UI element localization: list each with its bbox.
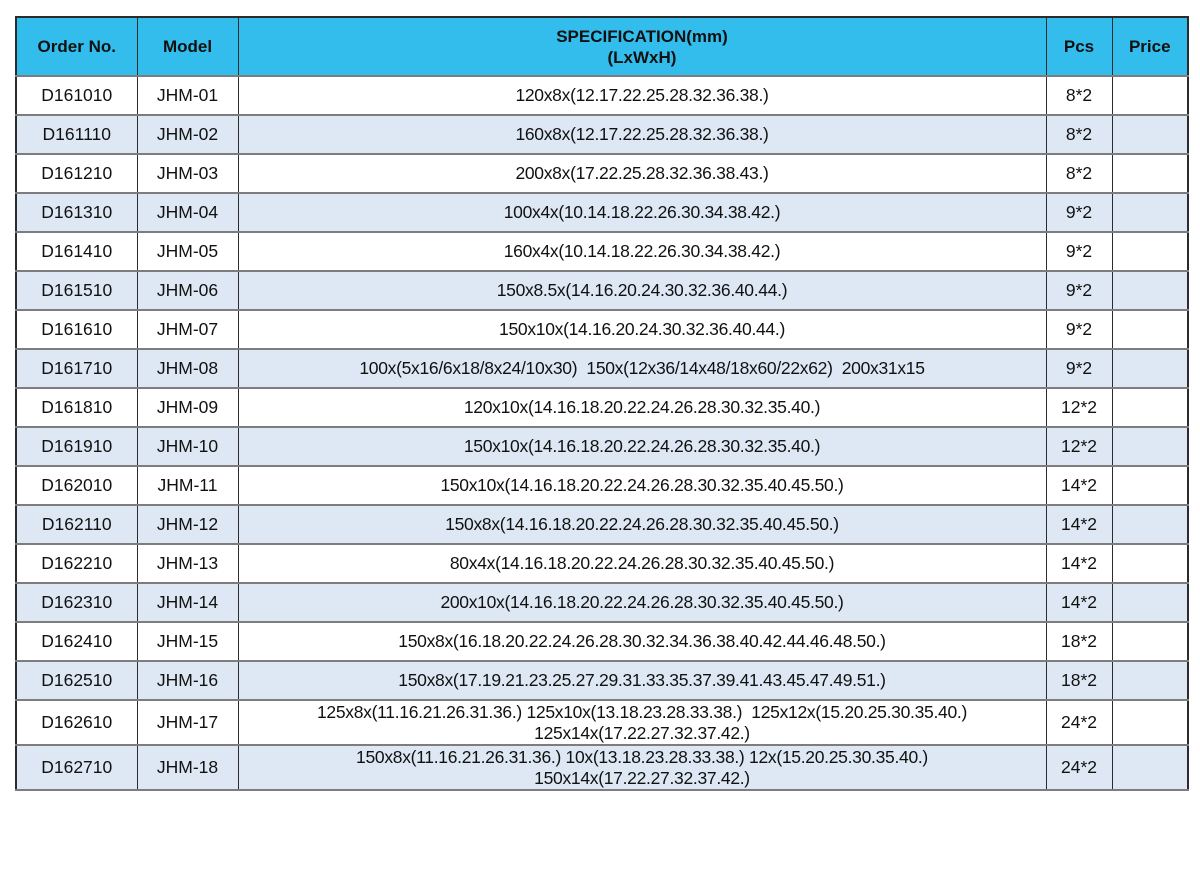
- price-cell: [1112, 661, 1188, 700]
- order-no-cell: D161310: [16, 193, 137, 232]
- model-cell: JHM-18: [137, 745, 238, 790]
- price-cell: [1112, 76, 1188, 115]
- spec-line: 160x8x(12.17.22.25.28.32.36.38.): [515, 124, 769, 144]
- pcs-cell: 14*2: [1046, 466, 1112, 505]
- order-no-cell: D161710: [16, 349, 137, 388]
- header-specification-line1: SPECIFICATION(mm): [556, 26, 728, 46]
- model-cell: JHM-09: [137, 388, 238, 427]
- spec-line: 125x8x(11.16.21.26.31.36.) 125x10x(13.18.23.28.33.38.) 125x12x(15.20.25.30.35.40.): [316, 701, 967, 722]
- header-pcs: Pcs: [1046, 17, 1112, 76]
- header-order-no: Order No.: [16, 17, 137, 76]
- order-no-cell: D161910: [16, 427, 137, 466]
- spec-cell: [238, 661, 1046, 700]
- spec-cell: [238, 310, 1046, 349]
- table-row: [16, 310, 1188, 349]
- model-cell: JHM-03: [137, 154, 238, 193]
- spec-cell: [238, 154, 1046, 193]
- pcs-cell: 14*2: [1046, 544, 1112, 583]
- spec-line: 200x10x(14.16.18.20.22.24.26.28.30.32.35.40.45.50.): [440, 592, 844, 612]
- model-cell: JHM-06: [137, 271, 238, 310]
- pcs-cell: 24*2: [1046, 700, 1112, 745]
- price-cell: [1112, 583, 1188, 622]
- spec-line: 150x8x(17.19.21.23.25.27.29.31.33.35.37.39.41.43.45.47.49.51.): [398, 670, 886, 690]
- table-row: [16, 544, 1188, 583]
- order-no-cell: D162510: [16, 661, 137, 700]
- spec-line: 100x4x(10.14.18.22.26.30.34.38.42.): [503, 202, 781, 222]
- product-spec-table: [15, 16, 1189, 791]
- spec-cell: [238, 427, 1046, 466]
- spec-line: 150x8x(11.16.21.26.31.36.) 10x(13.18.23.28.33.38.) 12x(15.20.25.30.35.40.): [356, 746, 928, 767]
- price-cell: [1112, 310, 1188, 349]
- spec-line: 100x(5x16/6x18/8x24/10x30) 150x(12x36/14x48/18x60/22x62) 200x31x15: [359, 358, 925, 378]
- pcs-cell: 18*2: [1046, 622, 1112, 661]
- price-cell: [1112, 193, 1188, 232]
- table-row: [16, 622, 1188, 661]
- price-cell: [1112, 745, 1188, 790]
- table-row: [16, 349, 1188, 388]
- pcs-cell: 9*2: [1046, 232, 1112, 271]
- model-cell: JHM-10: [137, 427, 238, 466]
- pcs-cell: 9*2: [1046, 310, 1112, 349]
- header-specification: [238, 17, 1046, 76]
- model-cell: JHM-04: [137, 193, 238, 232]
- spec-line: 150x14x(17.22.27.32.37.42.): [534, 767, 750, 788]
- pcs-cell: 14*2: [1046, 505, 1112, 544]
- spec-line: 160x4x(10.14.18.22.26.30.34.38.42.): [503, 241, 781, 261]
- price-cell: [1112, 427, 1188, 466]
- spec-line: 150x10x(14.16.18.20.22.24.26.28.30.32.35.40.): [463, 436, 821, 456]
- table-row: [16, 661, 1188, 700]
- spec-cell: [238, 271, 1046, 310]
- spec-line: 150x10x(14.16.20.24.30.32.36.40.44.): [499, 319, 785, 339]
- model-cell: JHM-08: [137, 349, 238, 388]
- table-row: [16, 115, 1188, 154]
- spec-cell: [238, 232, 1046, 271]
- model-cell: JHM-01: [137, 76, 238, 115]
- order-no-cell: D161010: [16, 76, 137, 115]
- pcs-cell: 9*2: [1046, 271, 1112, 310]
- order-no-cell: D161110: [16, 115, 137, 154]
- spec-line: 200x8x(17.22.25.28.32.36.38.43.): [515, 163, 769, 183]
- table-row: [16, 700, 1188, 745]
- table-row: [16, 745, 1188, 790]
- model-cell: JHM-05: [137, 232, 238, 271]
- order-no-cell: D162310: [16, 583, 137, 622]
- table-row: [16, 193, 1188, 232]
- spec-cell: [238, 505, 1046, 544]
- table-header-row: [16, 17, 1188, 76]
- pcs-cell: 8*2: [1046, 76, 1112, 115]
- pcs-cell: 9*2: [1046, 193, 1112, 232]
- price-cell: [1112, 388, 1188, 427]
- model-cell: JHM-07: [137, 310, 238, 349]
- spec-line: 150x10x(14.16.18.20.22.24.26.28.30.32.35.40.45.50.): [440, 475, 844, 495]
- spec-line: 125x14x(17.22.27.32.37.42.): [534, 722, 750, 743]
- spec-cell: [238, 466, 1046, 505]
- header-price: Price: [1112, 17, 1188, 76]
- spec-line: 150x8.5x(14.16.20.24.30.32.36.40.44.): [496, 280, 788, 300]
- order-no-cell: D161610: [16, 310, 137, 349]
- price-cell: [1112, 700, 1188, 745]
- order-no-cell: D161810: [16, 388, 137, 427]
- model-cell: JHM-14: [137, 583, 238, 622]
- table-row: [16, 232, 1188, 271]
- table-row: [16, 583, 1188, 622]
- table-row: [16, 466, 1188, 505]
- spec-cell: [238, 583, 1046, 622]
- model-cell: JHM-02: [137, 115, 238, 154]
- table-row: [16, 427, 1188, 466]
- spec-cell: [238, 349, 1046, 388]
- price-cell: [1112, 505, 1188, 544]
- spec-cell: [238, 388, 1046, 427]
- pcs-cell: 12*2: [1046, 427, 1112, 466]
- order-no-cell: D161210: [16, 154, 137, 193]
- pcs-cell: 12*2: [1046, 388, 1112, 427]
- model-cell: JHM-16: [137, 661, 238, 700]
- spec-line: 120x10x(14.16.18.20.22.24.26.28.30.32.35.40.): [463, 397, 821, 417]
- spec-cell: [238, 745, 1046, 790]
- pcs-cell: 14*2: [1046, 583, 1112, 622]
- price-cell: [1112, 622, 1188, 661]
- price-cell: [1112, 115, 1188, 154]
- order-no-cell: D162010: [16, 466, 137, 505]
- model-cell: JHM-15: [137, 622, 238, 661]
- model-cell: JHM-17: [137, 700, 238, 745]
- table-row: [16, 505, 1188, 544]
- price-cell: [1112, 154, 1188, 193]
- pcs-cell: 24*2: [1046, 745, 1112, 790]
- table-row: [16, 271, 1188, 310]
- order-no-cell: D161510: [16, 271, 137, 310]
- product-spec-table-container: [15, 16, 1187, 791]
- spec-cell: [238, 622, 1046, 661]
- pcs-cell: 18*2: [1046, 661, 1112, 700]
- header-specification-line2: (LxWxH): [607, 47, 677, 67]
- table-row: [16, 76, 1188, 115]
- pcs-cell: 8*2: [1046, 154, 1112, 193]
- price-cell: [1112, 271, 1188, 310]
- price-cell: [1112, 466, 1188, 505]
- model-cell: JHM-13: [137, 544, 238, 583]
- order-no-cell: D162610: [16, 700, 137, 745]
- spec-line: 80x4x(14.16.18.20.22.24.26.28.30.32.35.40.45.50.): [449, 553, 835, 573]
- order-no-cell: D162710: [16, 745, 137, 790]
- spec-line: 150x8x(14.16.18.20.22.24.26.28.30.32.35.40.45.50.): [445, 514, 839, 534]
- spec-line: 150x8x(16.18.20.22.24.26.28.30.32.34.36.38.40.42.44.46.48.50.): [398, 631, 886, 651]
- header-model: Model: [137, 17, 238, 76]
- table-row: [16, 388, 1188, 427]
- price-cell: [1112, 232, 1188, 271]
- order-no-cell: D162110: [16, 505, 137, 544]
- spec-cell: [238, 115, 1046, 154]
- model-cell: JHM-12: [137, 505, 238, 544]
- order-no-cell: D161410: [16, 232, 137, 271]
- spec-cell: [238, 700, 1046, 745]
- spec-line: 120x8x(12.17.22.25.28.32.36.38.): [515, 85, 769, 105]
- pcs-cell: 8*2: [1046, 115, 1112, 154]
- price-cell: [1112, 544, 1188, 583]
- spec-cell: [238, 76, 1046, 115]
- table-body: [16, 76, 1188, 790]
- spec-cell: [238, 193, 1046, 232]
- pcs-cell: 9*2: [1046, 349, 1112, 388]
- model-cell: JHM-11: [137, 466, 238, 505]
- spec-cell: [238, 544, 1046, 583]
- order-no-cell: D162210: [16, 544, 137, 583]
- order-no-cell: D162410: [16, 622, 137, 661]
- price-cell: [1112, 349, 1188, 388]
- table-row: [16, 154, 1188, 193]
